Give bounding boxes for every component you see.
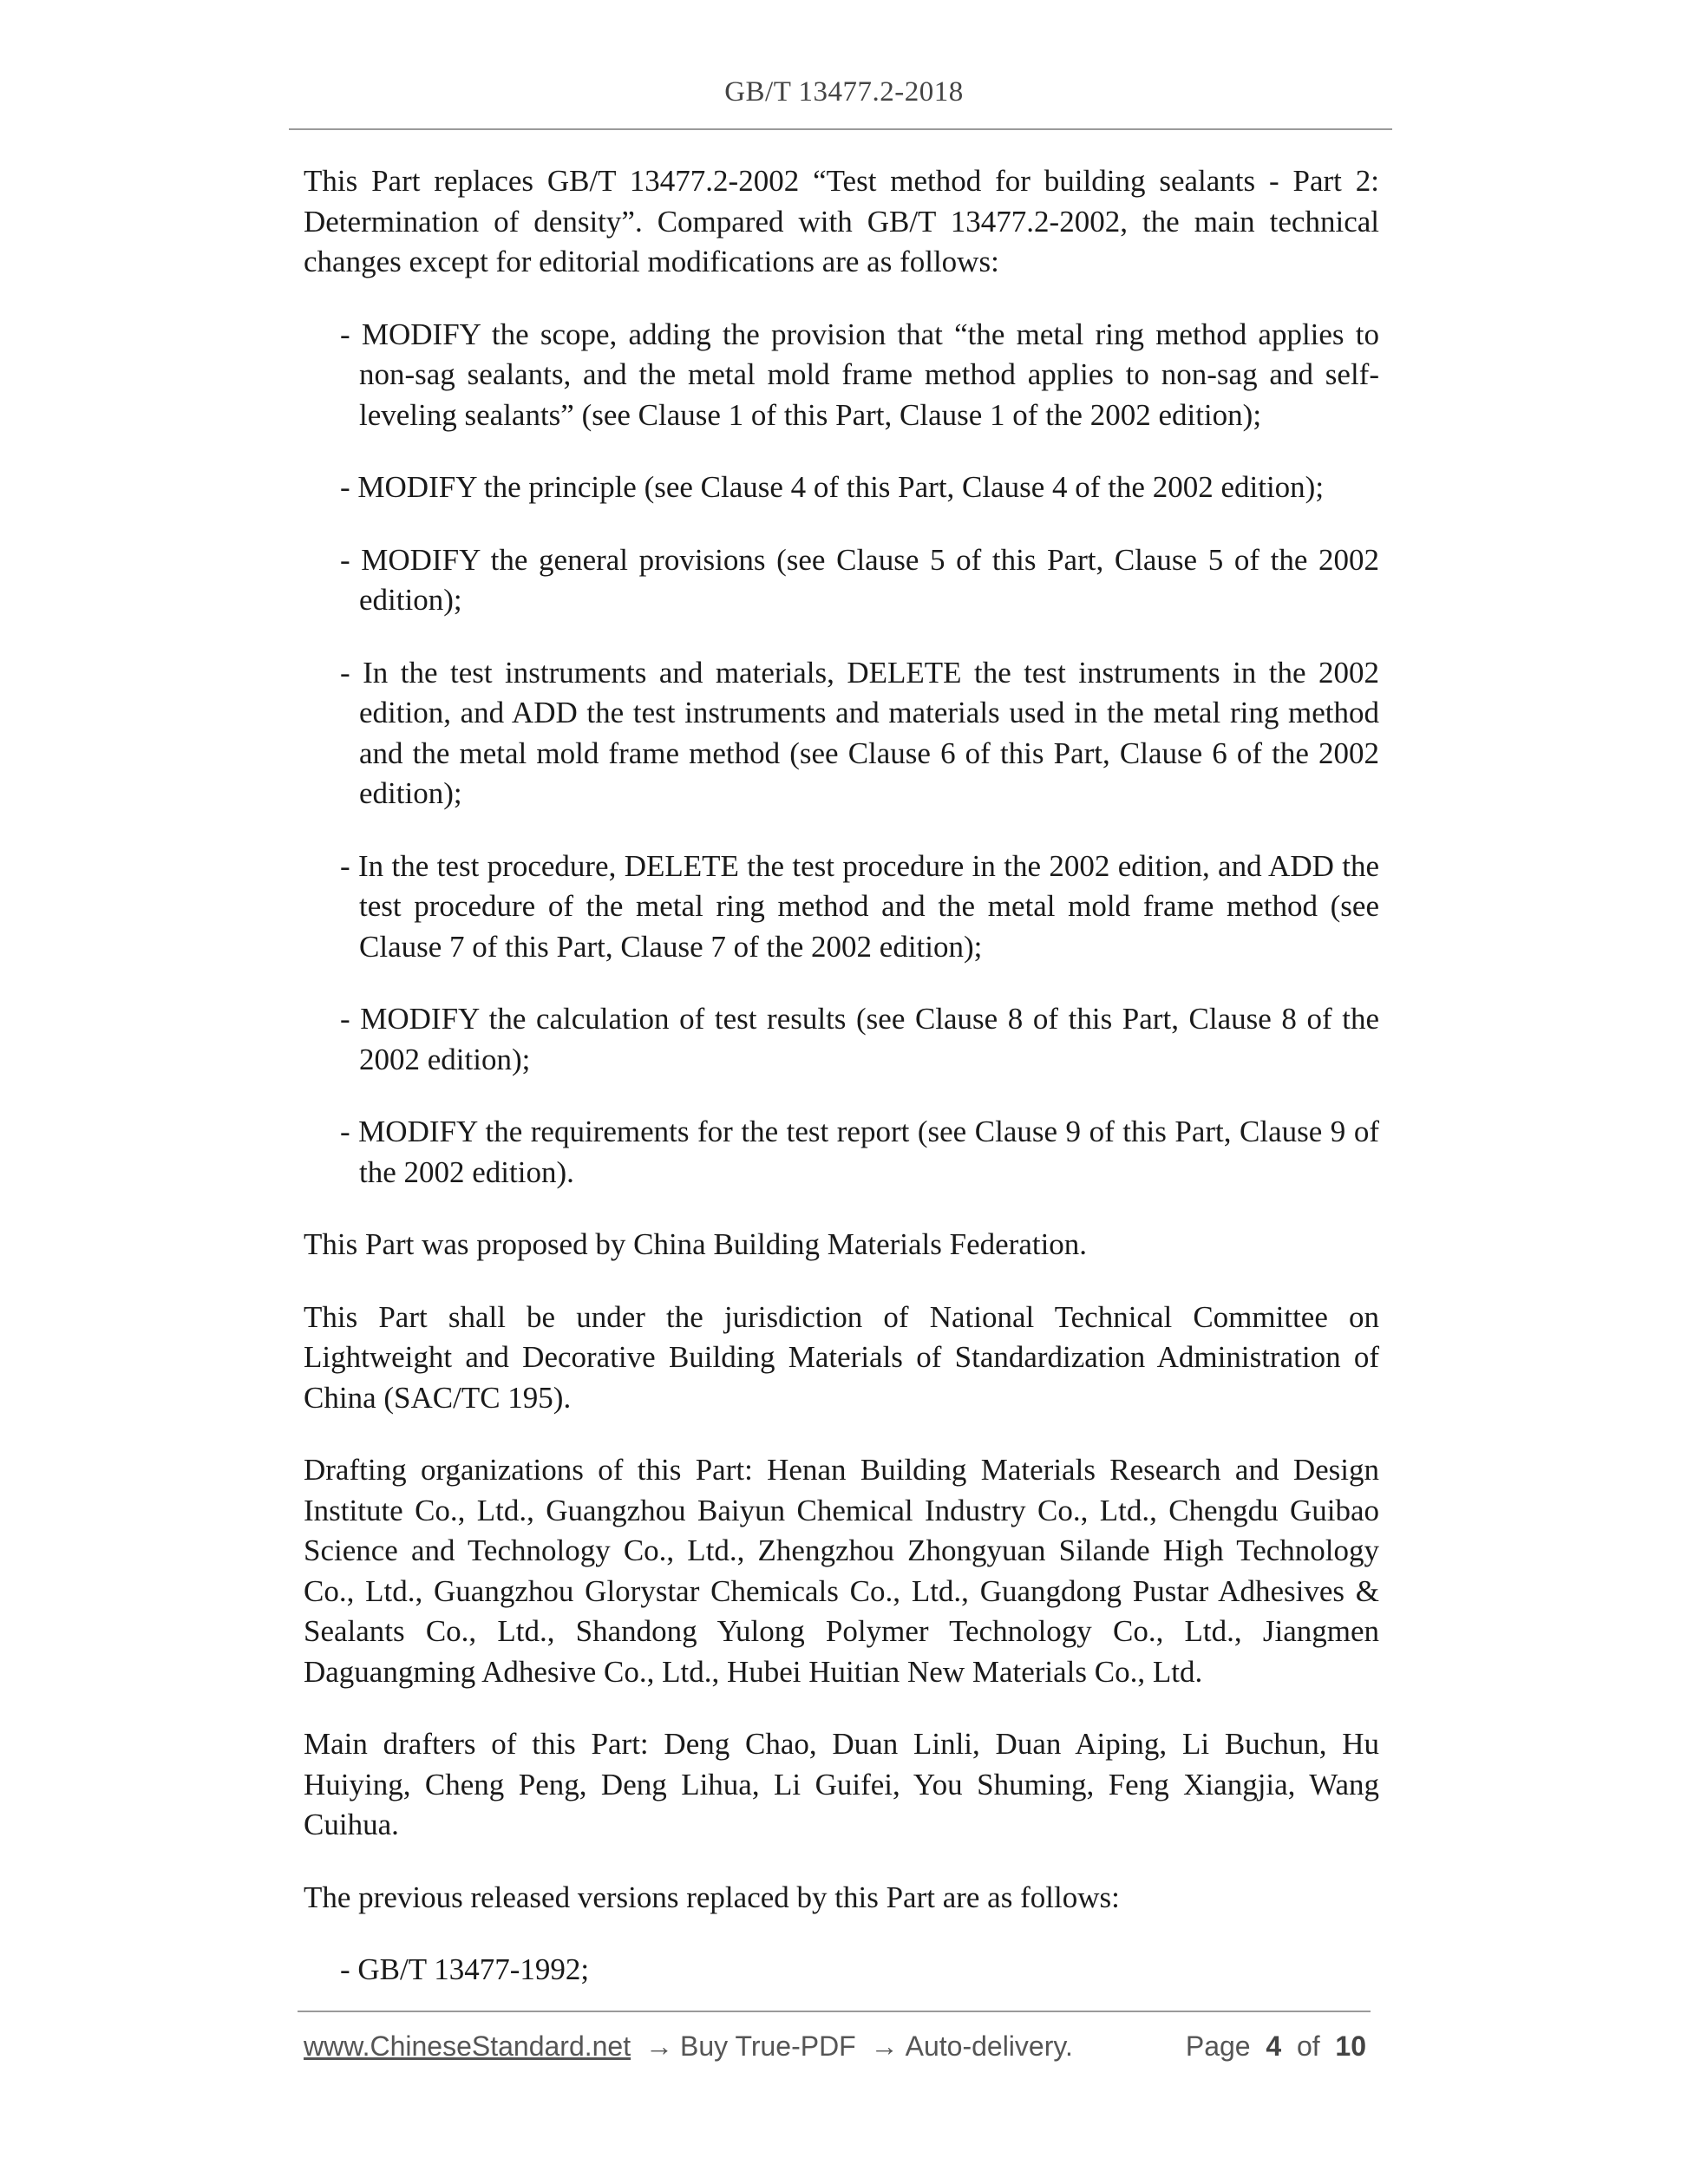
auto-delivery-text: Auto-delivery.	[905, 2030, 1073, 2062]
footer-links	[304, 2030, 1073, 2063]
footer-divider	[298, 2011, 1371, 2012]
page-current: 4	[1266, 2030, 1282, 2062]
main-drafters-paragraph: Main drafters of this Part: Deng Chao, Duan Linli, Duan Aiping, Li Buchun, Hu Huiying, Cheng Peng, Deng Lihua, Li Guifei, You Shuming, Feng Xiangjia, Wang Cuihua.	[304, 1727, 1379, 1841]
change-item-calculation: - MODIFY the calculation of test results (see Clause 8 of this Part, Clause 8 of the 2002 edition);	[340, 1002, 1379, 1076]
proposed-by-paragraph: This Part was proposed by China Building Materials Federation.	[304, 1227, 1088, 1261]
page-footer	[304, 2030, 1371, 2069]
arrow-right-icon: →	[645, 2030, 673, 2062]
jurisdiction-paragraph: This Part shall be under the jurisdiction of National Technical Committee on Lightweight and Decorative Building Materials of Standardization Administration of China (SAC/TC 195).	[304, 1299, 1379, 1415]
page-label: Page	[1185, 2030, 1251, 2062]
chinesestandard-link[interactable]: www.ChineseStandard.net	[304, 2030, 631, 2062]
change-item-test-report: - MODIFY the requirements for the test report (see Clause 9 of this Part, Clause 9 of the 2002 edition).	[340, 1115, 1379, 1189]
drafting-organizations-paragraph: Drafting organizations of this Part: Henan Building Materials Research and Design Institute Co., Ltd., Guangzhou Baiyun Chemical Industry Co., Ltd., Chengdu Guibao Science and Technology Co., Ltd., Zhengzhou Zhongyuan Silande High Technology Co., Ltd., Guangzhou Glorystar Chemicals Co., Ltd., Guangdong Pustar Adhesives & Sealants Co., Ltd., Shandong Yulong Polymer Technology Co., Ltd., Jiangmen Daguangming Adhesive Co., Ltd., Hubei Huitian New Materials Co., Ltd.	[304, 1453, 1379, 1689]
page-of: of	[1296, 2030, 1320, 2062]
buy-true-pdf-text: Buy True-PDF	[680, 2030, 856, 2062]
header-title: GB/T 13477.2-2018	[724, 76, 964, 108]
previous-version-item: - GB/T 13477-1992;	[340, 1952, 590, 1986]
page-total: 10	[1335, 2030, 1366, 2062]
page-number	[1186, 2030, 1366, 2063]
change-item-general-provisions: - MODIFY the general provisions (see Clause 5 of this Part, Clause 5 of the 2002 edition);	[340, 542, 1379, 617]
change-item-scope: - MODIFY the scope, adding the provision that “the metal ring method applies to non-sag sealants, and the metal mold frame method applies to non-sag and self-leveling sealants” (see Clause 1 of this Part, Clause 1 of the 2002 edition);	[340, 317, 1379, 432]
change-item-principle: - MODIFY the principle (see Clause 4 of this Part, Clause 4 of the 2002 edition);	[340, 470, 1325, 504]
intro-paragraph: This Part replaces GB/T 13477.2-2002 “Test method for building sealants - Part 2: Determination of density”. Compared with GB/T 13477.2-2002, the main technical changes except for editorial modifications are as follows:	[304, 164, 1379, 278]
document-body	[304, 161, 1379, 2023]
change-item-procedure: - In the test procedure, DELETE the test procedure in the 2002 edition, and ADD the test procedure of the metal ring method and the metal mold frame method (see Clause 7 of this Part, Clause 7 of the 2002 edition);	[340, 848, 1379, 964]
change-item-instruments: - In the test instruments and materials, DELETE the test instruments in the 2002 edition, and ADD the test instruments and materials used in the metal ring method and the metal mold frame method (see Clause 6 of this Part, Clause 6 of the 2002 edition);	[340, 655, 1379, 810]
previous-versions-intro: The previous released versions replaced by this Part are as follows:	[304, 1880, 1120, 1914]
arrow-right-icon: →	[870, 2030, 899, 2062]
header-divider	[289, 128, 1392, 130]
